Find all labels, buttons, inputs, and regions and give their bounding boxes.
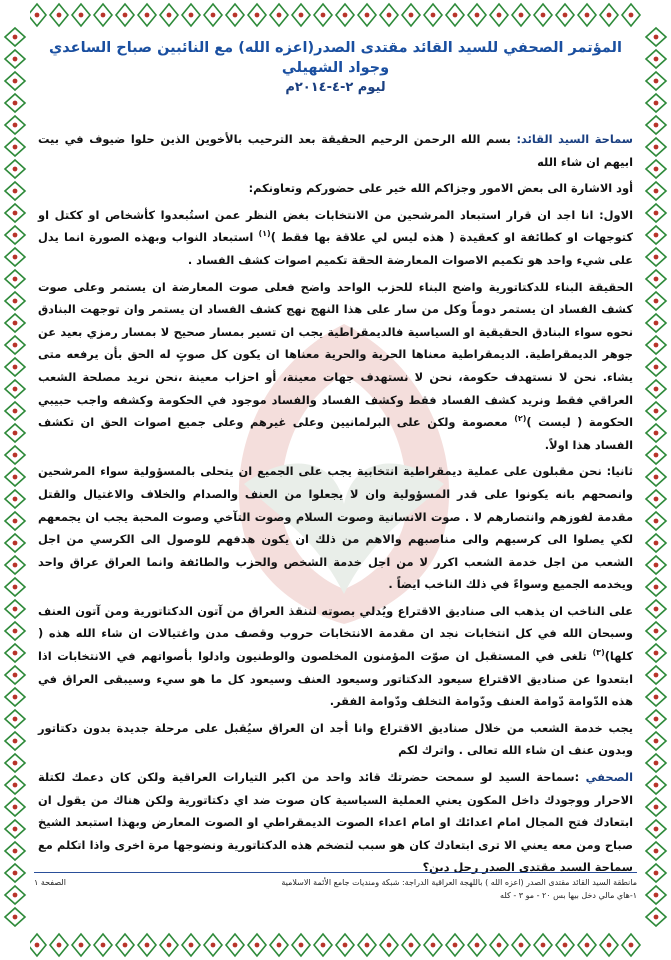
border-motif: [5, 138, 25, 156]
border-motif: [424, 4, 442, 26]
border-motif: [5, 732, 25, 750]
border-motif: [556, 4, 574, 26]
border-motif: [402, 4, 420, 26]
border-motif: [94, 4, 112, 26]
border-motif: [226, 934, 244, 956]
border-motif: [5, 160, 25, 178]
border-motif: [468, 934, 486, 956]
border-motif: [248, 4, 266, 26]
paragraph-3: الاول: انا اجد ان قرار استبعاد المرشحين من الانتخابات بغض النظر عمن استُبعدوا كأشخاص او ككتل او كتوجهات او كطائفة او كعقيدة ( هذه ليس لي علاقة بها فقط )$^{(١)}$ استبعاد النواب وبهذه الصورة انما يدل على شيء واحد هو تكميم الاصوات المعارضة الحقة تكميم اصوات كشف الفساد .: [38, 207, 633, 267]
paragraph-8: الصحفي :سماحة السيد لو سمحت حضرتك قائد واحد من اكبر التيارات العراقية ولكن كان دعمك لكتلة الاحرار ووجودك داخل المكون يعني العملية السياسية كان صوت ضد اي دكتاتورية ولكن هناك من يقول ان ابتعادك فتح المجال امام اعدائك او امام اعداء الصوت الديمقراطي او الصوت المعارض وبهذا استبعد الشيخ صباح ومن معه يعني الا ترى ابتعادك كان هو سبب لتضخم هذه الدكتاتورية ونضوجها مرة اخرى واذا اتكلم مع سماحة السيد مقتدى الصدر رجل دين؟: [38, 770, 633, 875]
border-motif: [646, 644, 666, 662]
border-motif: [646, 182, 666, 200]
border-motif: [5, 556, 25, 574]
border-motif: [5, 688, 25, 706]
border-motif: [314, 934, 332, 956]
paragraph-5: ثانيا: نحن مقبلون على عملية ديمقراطية انتخابية يجب على الجميع ان يتحلى بالمسؤولية سواء المرشحين وانصحهم بانه يكونوا على قدر المسؤولية وان لا يجعلوا من العنف والصدام والخلاف والاغتيال والقتل مقدمة لفوزهم وانتصارهم لا . صوت الانسانية وصوت السلام وصوت التآخي وصوت المحبة يجب ان يجمعهم لكي يصلوا الى كرسيهم والى مناصبهم والاهم من ذلك ان يكون هدفهم للوصول الى الكرسي من اجل الشعب من اجل خدمة الشعب اكرر لا من اجل خدمة الشخص والحزب والطائفة وانما العراق عراق واحد ويخدمه الجميع وسواءً في ذلك الناخب ايضاً .: [38, 464, 633, 592]
border-motif: [5, 72, 25, 90]
border-motif: [204, 934, 222, 956]
border-motif: [646, 358, 666, 376]
border-motif: [380, 4, 398, 26]
border-motif: [5, 908, 25, 926]
border-motif: [646, 380, 666, 398]
border-motif: [646, 292, 666, 310]
page-number: الصفحة ١: [34, 878, 66, 887]
border-motif: [5, 534, 25, 552]
page-footer: [34, 872, 637, 902]
border-motif: [646, 138, 666, 156]
border-motif: [5, 204, 25, 222]
border-motif: [116, 4, 134, 26]
border-motif: [138, 934, 156, 956]
paragraph-4: الحقيقة البناء للدكتاتورية واضح البناء للحزب الواحد واضح فعلى صوت المعارضة ان يستمر وعلى صوت كشف الفساد ان يستمر دوماً وكل من سار على هذا النهج نهج كشف الفساد ان يستمر وان توجهت البنادق نحوه سواء البنادق الحقيقية او السياسية فالديمقراطية يجب ان تسير بمسار صحيح لا بمسار رمزي بعيد عن جوهر الديمقراطية. الديمقراطية معناها الحرية والحرية معناها ان يكون كل صوتٍ له الحق بأن يرفعه متى يشاء. نحن لا نستهدف حكومة، نحن لا نستهدف جهات معينة، أو احزاب معينة ،نحن نريد مصلحة الشعب العراقي فقط ونريد كشف الفساد فقط وكشف الفساد والفساد موجود في الحكومة وكشفه واجب حبيبي الحكومة ( ليست )$^{(٢)}$ معصومة ولكن على البرلمانيين وعلى غيرهم وعلى جميع اصوات الحق ان تكشف الفساد هذا اولاً.: [38, 279, 633, 452]
border-motif: [646, 556, 666, 574]
border-motif: [5, 182, 25, 200]
title-date: ليوم ٢-٤-٢٠١٤م: [285, 80, 386, 95]
border-motif: [646, 116, 666, 134]
paragraph-2: أود الاشارة الى بعض الامور وجزاكم الله خير على حضوركم وتعاونكم:: [248, 181, 633, 196]
border-motif: [5, 666, 25, 684]
border-motif: [646, 446, 666, 464]
border-motif: [646, 72, 666, 90]
border-motif: [5, 600, 25, 618]
border-motif: [5, 446, 25, 464]
decorative-border-bottom: [0, 930, 671, 960]
border-motif: [336, 934, 354, 956]
border-motif: [380, 934, 398, 956]
border-motif: [5, 424, 25, 442]
border-motif: [646, 204, 666, 222]
border-motif: [534, 4, 552, 26]
border-motif: [402, 934, 420, 956]
border-motif: [622, 4, 640, 26]
border-motif: [646, 270, 666, 288]
border-motif: [600, 4, 618, 26]
border-motif: [646, 886, 666, 904]
border-motif: [5, 116, 25, 134]
border-motif: [646, 424, 666, 442]
border-motif: [5, 358, 25, 376]
border-motif: [5, 776, 25, 794]
border-motif: [646, 622, 666, 640]
footnote-ref-1: (١): [258, 229, 271, 239]
footnote-ref-3: (٣): [592, 648, 605, 658]
border-motif: [646, 798, 666, 816]
border-motif: [160, 934, 178, 956]
border-motif: [424, 934, 442, 956]
border-motif: [182, 934, 200, 956]
border-motif: [314, 4, 332, 26]
border-motif: [160, 4, 178, 26]
border-motif: [270, 4, 288, 26]
border-motif: [5, 270, 25, 288]
border-motif: [646, 534, 666, 552]
border-motif: [646, 94, 666, 112]
border-motif: [5, 622, 25, 640]
border-motif: [5, 402, 25, 420]
border-motif: [248, 934, 266, 956]
border-motif: [292, 934, 310, 956]
border-motif: [646, 600, 666, 618]
border-motif: [646, 908, 666, 926]
border-motif: [182, 4, 200, 26]
border-motif: [5, 864, 25, 882]
title-line-1: المؤتمر الصحفي للسيد القائد مقتدى الصدر(اعزه الله) مع النائبين صباح الساعدي وجواد الشهيلي: [49, 40, 622, 76]
footer-source: مانطقة السيد القائد مقتدى الصدر (اعزه الله ) باللهجة العراقية الدراجة: شبكة ومنديات جامع الأئمة الاسلامية: [281, 878, 637, 887]
border-motif: [578, 934, 596, 956]
border-motif: [512, 4, 530, 26]
border-motif: [468, 4, 486, 26]
border-motif: [204, 4, 222, 26]
border-motif: [446, 934, 464, 956]
document-title: [34, 38, 637, 98]
border-motif: [28, 934, 46, 956]
paragraph-1: سماحة السيد القائد: بسم الله الرحمن الرحيم الحقيقة بعد الترحيب بالأخوين الذين حلوا ضيوف في بيت ابيهم ان شاء الله: [38, 132, 633, 169]
border-motif: [5, 380, 25, 398]
border-motif: [5, 468, 25, 486]
border-motif: [646, 820, 666, 838]
border-motif: [490, 934, 508, 956]
border-motif: [5, 644, 25, 662]
paragraph-7: يجب خدمة الشعب من خلال صناديق الاقتراع وانا أجد ان العراق سيُقبل على مرحلة جديدة بدون دكتاتور وبدون عنف ان شاء الله تعالى . واترك لكم: [38, 720, 633, 758]
border-motif: [94, 934, 112, 956]
border-motif: [226, 4, 244, 26]
border-motif: [336, 4, 354, 26]
border-motif: [50, 4, 68, 26]
border-motif: [512, 934, 530, 956]
border-motif: [646, 732, 666, 750]
border-motif: [646, 468, 666, 486]
border-motif: [646, 688, 666, 706]
border-motif: [646, 248, 666, 266]
border-motif: [270, 934, 288, 956]
decorative-border-right: [641, 0, 671, 960]
decorative-border-left: [0, 0, 30, 960]
document-page: [34, 34, 637, 926]
journalist-label: الصحفي: [585, 770, 633, 785]
border-motif: [5, 754, 25, 772]
border-motif: [646, 512, 666, 530]
border-motif: [646, 776, 666, 794]
border-motif: [5, 886, 25, 904]
border-motif: [5, 512, 25, 530]
border-motif: [116, 934, 134, 956]
border-motif: [600, 934, 618, 956]
border-motif: [646, 314, 666, 332]
border-motif: [5, 798, 25, 816]
border-motif: [5, 292, 25, 310]
footnote-ref-2: (٢): [514, 414, 527, 424]
border-motif: [646, 666, 666, 684]
border-motif: [138, 4, 156, 26]
border-motif: [646, 864, 666, 882]
speaker-label: سماحة السيد القائد:: [516, 132, 633, 146]
border-motif: [646, 160, 666, 178]
border-motif: [646, 402, 666, 420]
border-motif: [50, 934, 68, 956]
border-motif: [5, 94, 25, 112]
border-motif: [292, 4, 310, 26]
border-motif: [358, 4, 376, 26]
border-motif: [5, 50, 25, 68]
border-motif: [5, 710, 25, 728]
border-motif: [5, 226, 25, 244]
border-motif: [646, 50, 666, 68]
border-motif: [5, 248, 25, 266]
border-motif: [28, 4, 46, 26]
border-motif: [622, 934, 640, 956]
border-motif: [5, 28, 25, 46]
border-motif: [446, 4, 464, 26]
border-motif: [646, 710, 666, 728]
border-motif: [556, 934, 574, 956]
border-motif: [72, 934, 90, 956]
border-motif: [72, 4, 90, 26]
border-motif: [646, 28, 666, 46]
border-motif: [490, 4, 508, 26]
border-motif: [5, 314, 25, 332]
border-motif: [534, 934, 552, 956]
border-motif: [646, 842, 666, 860]
transcript-body: [34, 128, 637, 879]
border-motif: [5, 842, 25, 860]
border-motif: [5, 578, 25, 596]
border-motif: [358, 934, 376, 956]
border-motif: [646, 490, 666, 508]
border-motif: [5, 336, 25, 354]
paragraph-6: على الناخب ان يذهب الى صناديق الاقتراع ويُدلي بصوته لننقذ العراق من آتون الدكتاتورية ومن آتون العنف وسبحان الله في كل انتخابات نجد ان مقدمة الانتخابات حروب وقصف مدن واغتيالات ان شاء الله هذه ( كلها)$^{(٣)}$ تلغى في المستقبل ان صوّت المؤمنون المخلصون والوطنيون وادلوا بأصواتهم في الانتخابات اذا ابتعدوا عن صناديق الاقتراع سيعود الدكتاتور وسيعود العنف وسيعود كل ما هو سيء وسيبقى العراق في هذه الدّوامة دّوامة العنف ودّوامة التخلف ودّوامة الفقر.: [38, 603, 633, 709]
border-motif: [578, 4, 596, 26]
border-motif: [646, 754, 666, 772]
footnote-text: ١-هاي مالي دخل بيها بس ٢٠ - مو ٣ - كله: [500, 891, 637, 900]
border-motif: [5, 820, 25, 838]
decorative-border-top: [0, 0, 671, 30]
border-motif: [646, 578, 666, 596]
border-motif: [646, 226, 666, 244]
border-motif: [5, 490, 25, 508]
border-motif: [646, 336, 666, 354]
